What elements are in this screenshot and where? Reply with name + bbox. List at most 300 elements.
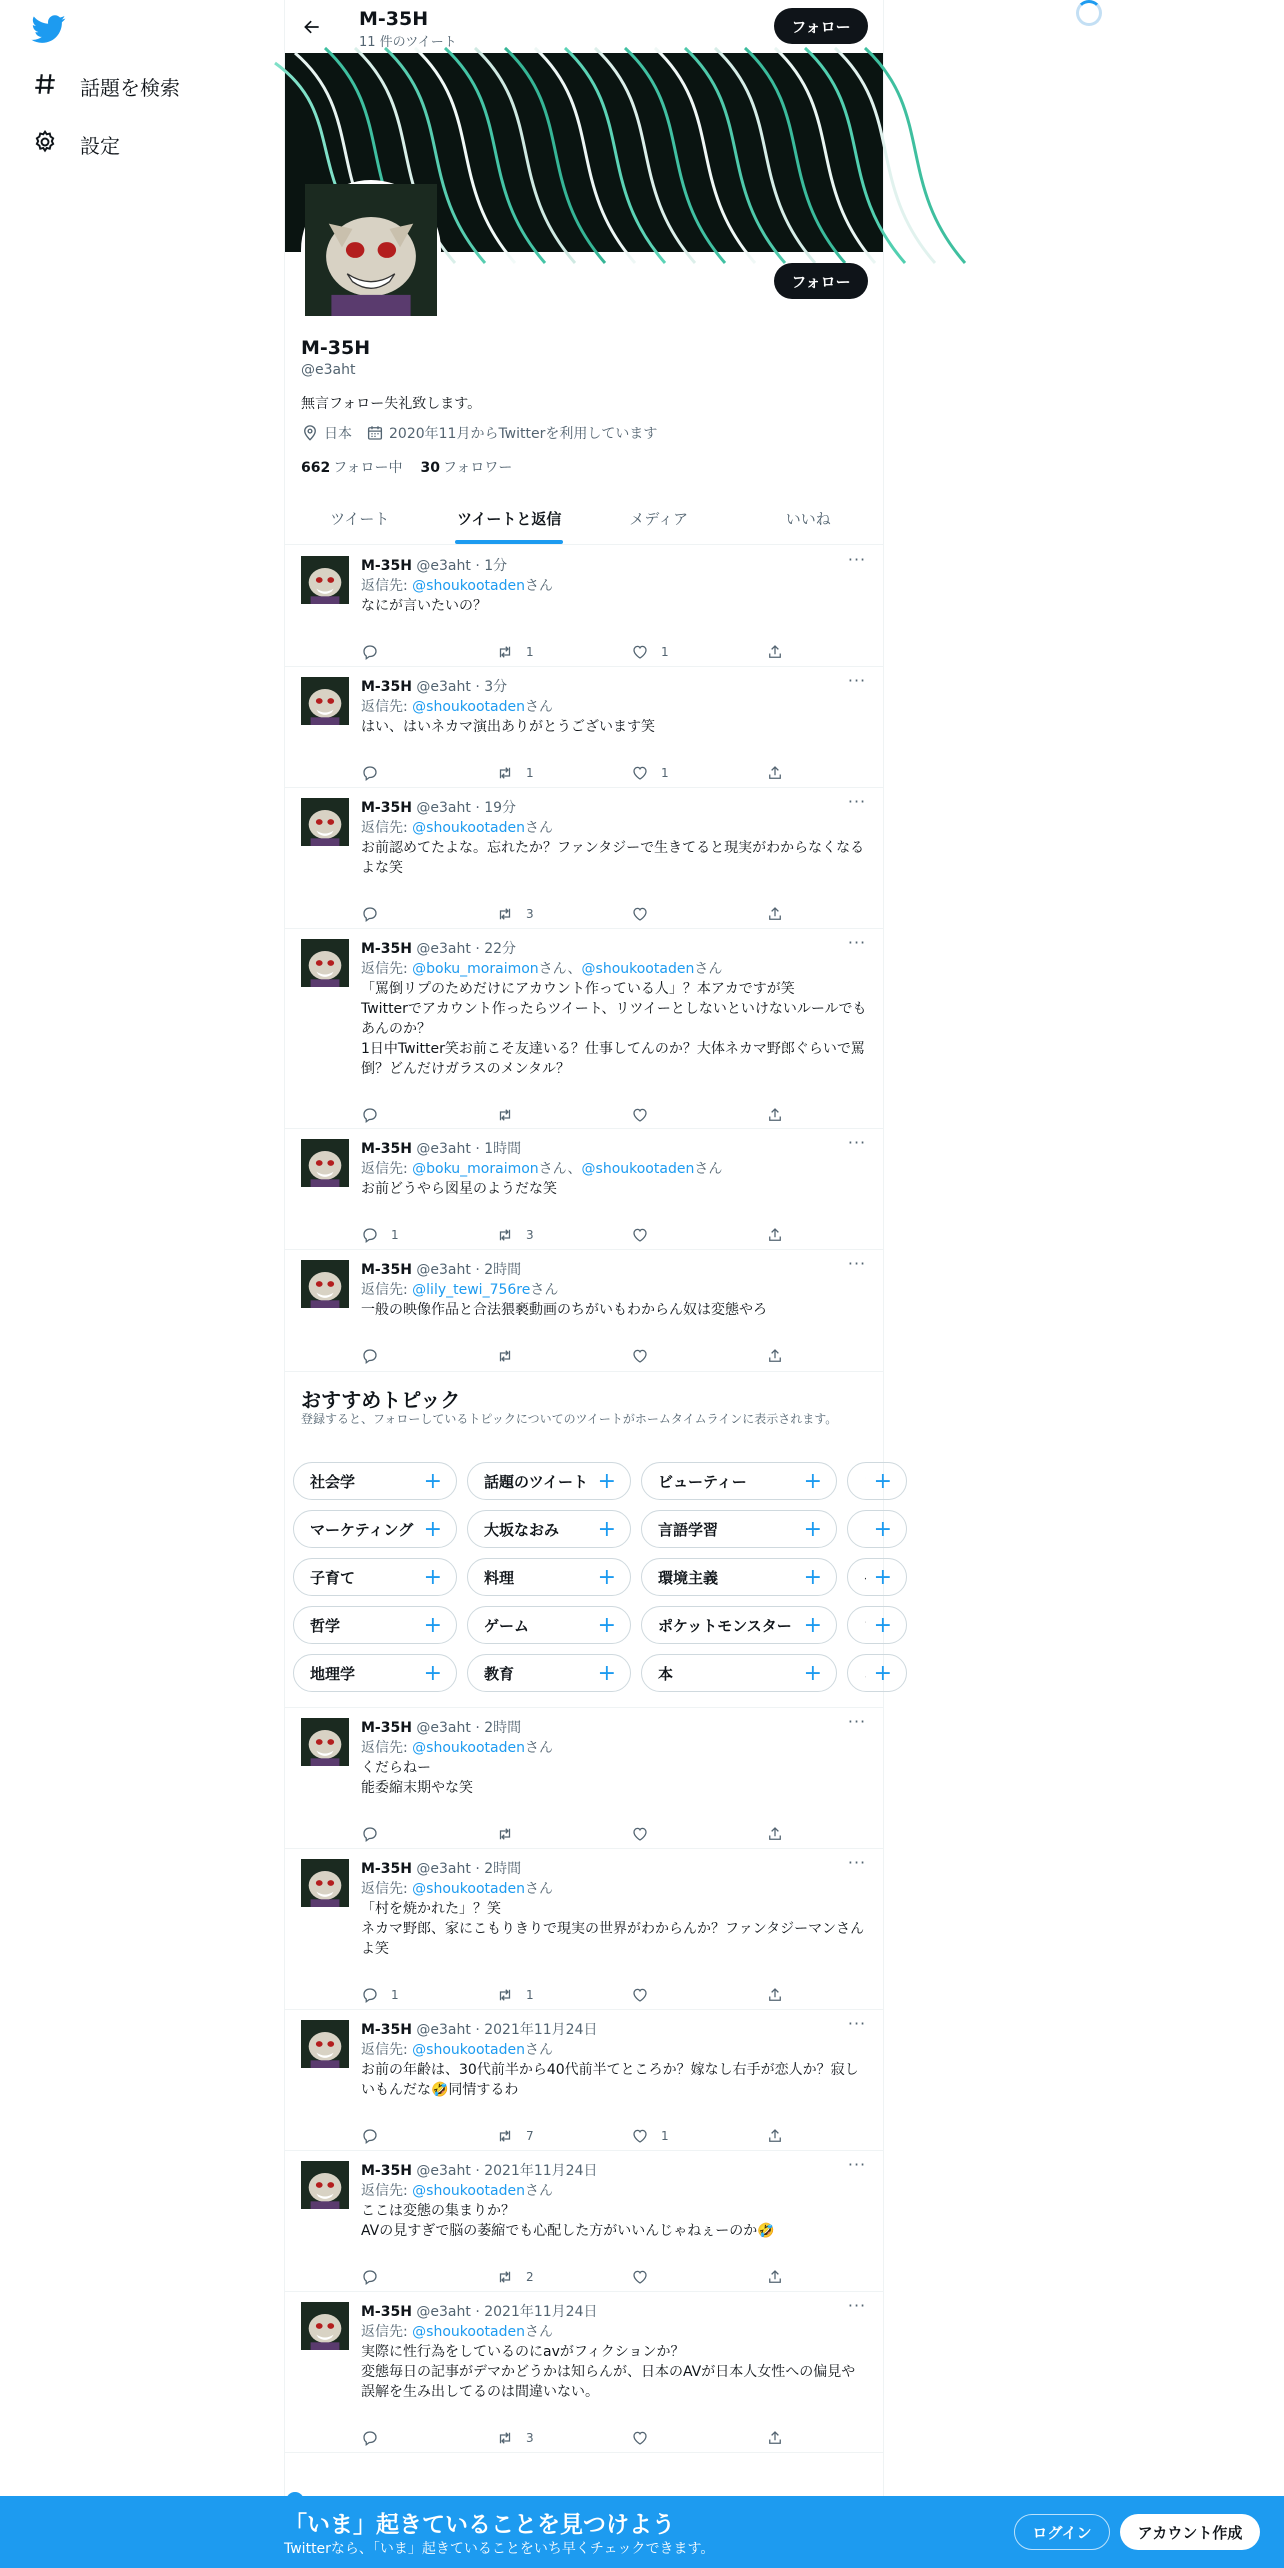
- topic-chip-label: 哲学: [310, 1616, 341, 1635]
- retweet-button[interactable]: [496, 1346, 631, 1366]
- tweet[interactable]: [285, 546, 883, 667]
- topic-chip[interactable]: [467, 1654, 631, 1692]
- more-options-icon[interactable]: ···: [847, 1254, 867, 1273]
- retweet-icon: [496, 2429, 514, 2447]
- reply-suffix: さん: [524, 2324, 553, 2340]
- tweet-author-name[interactable]: M-35H: [361, 1262, 412, 1278]
- tweet-text: ここは変態の集まりか？ AVの見すぎで脳の萎縮でも心配した方がいいんじゃねぇーのか🤣: [361, 2203, 775, 2239]
- topic-chip[interactable]: [847, 1558, 907, 1596]
- retweet-count: 1: [526, 766, 534, 780]
- tweet[interactable]: [285, 1708, 883, 1849]
- more-options-icon[interactable]: ···: [847, 2014, 867, 2033]
- reply-suffix: さん: [530, 1282, 559, 1298]
- reply-prefix: 返信先:: [361, 2183, 413, 2199]
- share-button[interactable]: [766, 1824, 791, 1844]
- plus-icon: +: [597, 1660, 616, 1686]
- tweet[interactable]: [285, 929, 883, 1129]
- profile-avatar[interactable]: [301, 180, 441, 320]
- tweet-header: [361, 933, 867, 959]
- reply-button[interactable]: [361, 1225, 496, 1245]
- topic-chip-label: マーケティング: [310, 1520, 414, 1539]
- reply-context: [361, 1280, 867, 1300]
- login-button[interactable]: ログイン: [1014, 2514, 1110, 2550]
- reply-suffix: さん: [694, 1161, 723, 1177]
- like-button[interactable]: [631, 1824, 766, 1844]
- mention-link[interactable]: @lily_tewi_756re: [412, 1282, 531, 1298]
- more-options-icon[interactable]: ···: [847, 671, 867, 690]
- profile-joined-text: 2020年11月からTwitterを利用しています: [389, 426, 658, 442]
- tweet-header: [361, 1853, 867, 1879]
- mention-link[interactable]: @boku_moraimon: [412, 961, 539, 977]
- share-icon: [766, 2429, 784, 2447]
- signup-bottom-bar: [0, 2496, 1284, 2568]
- tweet-header: [361, 550, 867, 576]
- reply-prefix: 返信先:: [361, 2324, 413, 2340]
- reply-context: [361, 2181, 867, 2201]
- followers-link[interactable]: 30 フォロワー: [420, 460, 513, 476]
- tweet-meta: @e3aht · 2021年11月24日: [416, 2022, 598, 2038]
- tweet-actions: [361, 2267, 791, 2287]
- tweet-meta: @e3aht · 1時間: [416, 1141, 522, 1157]
- reply-count: 1: [391, 1228, 399, 1242]
- tweet-avatar[interactable]: [301, 556, 349, 604]
- mention-link[interactable]: @shoukootaden: [412, 578, 525, 594]
- mention-link[interactable]: @shoukootaden: [412, 1881, 525, 1897]
- tweet-author-name[interactable]: M-35H: [361, 800, 412, 816]
- topic-chip[interactable]: [847, 1654, 907, 1692]
- mention-link[interactable]: @shoukootaden: [412, 2324, 525, 2340]
- like-button[interactable]: [631, 1346, 766, 1366]
- retweet-button[interactable]: [496, 763, 631, 783]
- like-button[interactable]: [631, 763, 766, 783]
- tweet-author-name[interactable]: M-35H: [361, 2304, 412, 2320]
- reply-button[interactable]: [361, 1824, 496, 1844]
- plus-icon: +: [597, 1612, 616, 1638]
- reply-icon: [361, 1986, 379, 2004]
- reply-icon: [361, 1347, 379, 1365]
- heart-icon: [631, 1106, 649, 1124]
- tweet-author-name[interactable]: M-35H: [361, 2022, 412, 2038]
- reply-icon: [361, 764, 379, 782]
- topic-chip-label: [864, 1567, 866, 1588]
- share-icon: [766, 764, 784, 782]
- like-button[interactable]: [631, 1225, 766, 1245]
- retweet-button[interactable]: [496, 642, 631, 662]
- like-count: 1: [661, 645, 669, 659]
- tweet-body: [361, 1853, 867, 1959]
- like-button[interactable]: [631, 642, 766, 662]
- tweet-avatar[interactable]: [301, 1260, 349, 1308]
- calendar-icon: [366, 424, 384, 442]
- topic-chip-label: 教育: [484, 1664, 515, 1683]
- tweet-text: 実際に性行為をしているのにavがフィクションか？ 変態毎日の記事がデマかどうかは知らんが、日本のAVが日本人女性への偏見や誤解を生み出してるのは間違いない。: [361, 2344, 856, 2400]
- tweet-body: [361, 2014, 867, 2100]
- share-button[interactable]: [766, 2428, 791, 2448]
- retweet-button[interactable]: [496, 1225, 631, 1245]
- share-button[interactable]: [766, 1105, 791, 1125]
- reply-count: 1: [391, 1988, 399, 2002]
- tweet-header: [361, 792, 867, 818]
- mention-link[interactable]: @shoukootaden: [581, 961, 695, 977]
- reply-context: [361, 1738, 867, 1758]
- tweet-actions: [361, 1824, 791, 1844]
- heart-icon: [631, 1226, 649, 1244]
- mention-link[interactable]: @shoukootaden: [412, 2042, 525, 2058]
- retweet-button[interactable]: [496, 2267, 631, 2287]
- heart-icon: [631, 1825, 649, 1843]
- retweet-count: 1: [526, 1988, 534, 2002]
- loading-spinner: [1076, 0, 1102, 26]
- reply-suffix: さん: [524, 1740, 553, 1756]
- tab-tweets[interactable]: ツイート: [330, 509, 390, 528]
- plus-icon: +: [873, 1564, 892, 1590]
- topic-chip-label: [864, 1615, 866, 1636]
- tweet-meta: @e3aht · 2時間: [416, 1861, 522, 1877]
- tweet-header: [361, 671, 867, 697]
- retweet-count: 3: [526, 907, 534, 921]
- reply-icon: [361, 2268, 379, 2286]
- tweet-author-name[interactable]: M-35H: [361, 1720, 412, 1736]
- topic-chip[interactable]: [293, 1462, 457, 1500]
- topic-chip[interactable]: [641, 1654, 837, 1692]
- topic-chip[interactable]: [467, 1606, 631, 1644]
- more-options-icon[interactable]: ···: [847, 1712, 867, 1731]
- retweet-count: 1: [526, 645, 534, 659]
- reply-prefix: 返信先:: [361, 961, 413, 977]
- retweet-icon: [496, 2268, 514, 2286]
- tweet-avatar[interactable]: [301, 1139, 349, 1187]
- header-title: M-35H: [359, 8, 429, 30]
- following-link[interactable]: 662 フォロー中: [301, 460, 403, 476]
- like-button[interactable]: [631, 1985, 766, 2005]
- hashtag-icon: [32, 71, 58, 102]
- profile-stats: [301, 457, 512, 477]
- plus-icon: +: [873, 1660, 892, 1686]
- reply-icon: [361, 2429, 379, 2447]
- reply-button[interactable]: [361, 763, 496, 783]
- topic-chip[interactable]: [293, 1510, 457, 1548]
- profile-location-text: 日本: [324, 426, 352, 442]
- reply-button[interactable]: [361, 2267, 496, 2287]
- profile-follow-button[interactable]: フォロー: [774, 263, 868, 299]
- nav-item-settings[interactable]: [32, 120, 120, 168]
- topic-chip-label: [864, 1519, 866, 1540]
- tweet-author-name[interactable]: M-35H: [361, 1861, 412, 1877]
- tweet[interactable]: [285, 1129, 883, 1250]
- twitter-bird-icon[interactable]: [32, 12, 66, 46]
- topic-chip[interactable]: [847, 1510, 907, 1548]
- profile-bio: 無言フォロー失礼致します。: [301, 396, 482, 412]
- heart-icon: [631, 1986, 649, 2004]
- reply-suffix: さん: [524, 699, 553, 715]
- share-button[interactable]: [766, 642, 791, 662]
- reply-context: [361, 1879, 867, 1899]
- heart-icon: [631, 2429, 649, 2447]
- tweet-body: [361, 933, 867, 1079]
- nav-item-explore[interactable]: [32, 62, 180, 110]
- suggested-topics: [285, 1372, 892, 1708]
- bottom-bar-subtitle: Twitterなら、「いま」起きていることをいち早くチェックできます。: [284, 2541, 715, 2557]
- retweet-count: 3: [526, 1228, 534, 1242]
- tweet-actions: [361, 763, 791, 783]
- tweet-avatar[interactable]: [301, 1859, 349, 1907]
- mention-link[interactable]: @shoukootaden: [412, 820, 525, 836]
- reply-context: [361, 818, 867, 838]
- topic-chip-label: 言語学習: [658, 1520, 719, 1539]
- reply-context: 返信先: @boku_moraimonさん、@shoukootadenさん: [361, 1161, 723, 1177]
- tweet-actions: [361, 904, 791, 924]
- tweet-meta: @e3aht · 2021年11月24日: [416, 2304, 598, 2320]
- tweet-actions: [361, 1346, 791, 1366]
- reply-icon: [361, 1226, 379, 1244]
- share-icon: [766, 1347, 784, 1365]
- share-button[interactable]: [766, 904, 791, 924]
- reply-context: 返信先: @boku_moraimonさん、@shoukootadenさん: [361, 961, 723, 977]
- retweet-button[interactable]: [496, 2428, 631, 2448]
- reply-prefix: 返信先:: [361, 578, 413, 594]
- tweet-header: [361, 2296, 867, 2322]
- tweet-text: くだらねー 能委縮末期やな笑: [361, 1760, 473, 1796]
- topic-chip-label: 本: [658, 1664, 674, 1683]
- tweet-author-name[interactable]: M-35H: [361, 1141, 412, 1157]
- tab-likes[interactable]: いいね: [785, 509, 831, 528]
- mention-link[interactable]: @boku_moraimon: [412, 1161, 539, 1177]
- like-button[interactable]: [631, 2267, 766, 2287]
- retweet-button[interactable]: [496, 1105, 631, 1125]
- plus-icon: +: [597, 1564, 616, 1590]
- tweet-header: [361, 1133, 867, 1159]
- like-button[interactable]: [631, 904, 766, 924]
- tweet-actions: [361, 1985, 791, 2005]
- share-icon: [766, 1825, 784, 1843]
- like-button[interactable]: [631, 1105, 766, 1125]
- profile-joined: [366, 423, 657, 443]
- share-icon: [766, 1226, 784, 1244]
- retweet-icon: [496, 643, 514, 661]
- topic-chip-label: 大坂なおみ: [484, 1520, 560, 1539]
- tweet-body: [361, 1712, 867, 1798]
- plus-icon: +: [597, 1468, 616, 1494]
- tweet-avatar[interactable]: [301, 2161, 349, 2209]
- tweet-body: [361, 1254, 867, 1320]
- topic-chip-label: ゲーム: [484, 1616, 530, 1635]
- reply-prefix: 返信先:: [361, 1881, 413, 1897]
- tweet-body: [361, 550, 867, 616]
- reply-icon: [361, 1825, 379, 1843]
- topic-chip[interactable]: [467, 1510, 631, 1548]
- more-options-icon[interactable]: ···: [847, 1133, 867, 1152]
- back-button[interactable]: [295, 10, 329, 44]
- share-icon: [766, 2127, 784, 2145]
- tweet[interactable]: [285, 1250, 883, 1372]
- tweet-header: [361, 2155, 867, 2181]
- reply-prefix: 返信先:: [361, 2042, 413, 2058]
- tweet-author-name[interactable]: M-35H: [361, 558, 412, 574]
- topic-chip[interactable]: [467, 1462, 631, 1500]
- tweet-author-name[interactable]: M-35H: [361, 941, 412, 957]
- like-button[interactable]: [631, 2428, 766, 2448]
- tweet[interactable]: [285, 2010, 883, 2151]
- mention-link[interactable]: @shoukootaden: [581, 1161, 695, 1177]
- tweet-avatar[interactable]: [301, 1718, 349, 1766]
- tweet-actions: [361, 1225, 791, 1245]
- like-button[interactable]: [631, 2126, 766, 2146]
- retweet-button[interactable]: [496, 2126, 631, 2146]
- tab-tweets-and-replies[interactable]: ツイートと返信: [435, 492, 585, 544]
- more-options-icon[interactable]: ···: [847, 1853, 867, 1872]
- tweet[interactable]: [285, 667, 883, 788]
- topics-subtitle: 登録すると、フォローしているトピックについてのツイートがホームタイムラインに表示されます。: [301, 1412, 838, 1426]
- retweet-button[interactable]: [496, 1985, 631, 2005]
- topic-chip[interactable]: [641, 1606, 837, 1644]
- topic-chip[interactable]: [293, 1558, 457, 1596]
- tweet-meta: @e3aht · 2021年11月24日: [416, 2163, 598, 2179]
- retweet-icon: [496, 2127, 514, 2145]
- heart-icon: [631, 643, 649, 661]
- share-button[interactable]: [766, 1225, 791, 1245]
- tweet-meta: @e3aht · 22分: [416, 941, 517, 957]
- topic-chip[interactable]: [641, 1510, 837, 1548]
- tweet-meta: @e3aht · 3分: [416, 679, 508, 695]
- share-button[interactable]: [766, 2267, 791, 2287]
- retweet-button[interactable]: [496, 904, 631, 924]
- tweet-meta: @e3aht · 2時間: [416, 1262, 522, 1278]
- tweet-text: なにが言いたいの？: [361, 598, 487, 614]
- more-options-icon[interactable]: ···: [847, 2296, 867, 2315]
- reply-context: [361, 697, 867, 717]
- header-follow-button[interactable]: フォロー: [774, 8, 868, 44]
- header-tweet-count: 11 件のツイート: [359, 35, 457, 50]
- reply-button[interactable]: [361, 1105, 496, 1125]
- tweet-text: お前認めてたよな。忘れたか？ファンタジーで生きてると現実がわからなくなるよな笑: [361, 840, 865, 876]
- tweet-author-name[interactable]: M-35H: [361, 2163, 412, 2179]
- share-icon: [766, 1106, 784, 1124]
- reply-icon: [361, 1106, 379, 1124]
- reply-suffix: さん: [524, 2042, 553, 2058]
- reply-suffix: さん: [524, 2183, 553, 2199]
- reply-button[interactable]: [361, 1346, 496, 1366]
- tweet-avatar[interactable]: [301, 677, 349, 725]
- topic-chip[interactable]: [847, 1462, 907, 1500]
- share-button[interactable]: [766, 763, 791, 783]
- retweet-icon: [496, 1106, 514, 1124]
- retweet-count: 2: [526, 2270, 534, 2284]
- tweet-actions: [361, 1105, 791, 1125]
- tweet-body: [361, 1133, 867, 1199]
- left-navigation: [0, 0, 284, 2568]
- arrow-left-icon: [302, 17, 322, 37]
- tweet-meta: @e3aht · 2時間: [416, 1720, 522, 1736]
- topic-chip-label: 話題のツイート: [484, 1472, 588, 1491]
- gear-icon: [32, 129, 58, 160]
- topic-chip[interactable]: [293, 1654, 457, 1692]
- tweet-meta: @e3aht · 1分: [416, 558, 508, 574]
- more-options-icon[interactable]: ···: [847, 2155, 867, 2174]
- heart-icon: [631, 764, 649, 782]
- signup-button[interactable]: アカウント作成: [1120, 2514, 1260, 2550]
- reply-suffix: さん: [694, 961, 723, 977]
- retweet-icon: [496, 1825, 514, 1843]
- tweet-meta: @e3aht · 19分: [416, 800, 517, 816]
- profile-tabs: [285, 492, 883, 545]
- heart-icon: [631, 2268, 649, 2286]
- tweet-author-name[interactable]: M-35H: [361, 679, 412, 695]
- profile-header-bar: [285, 0, 883, 53]
- reply-button[interactable]: [361, 642, 496, 662]
- heart-icon: [631, 2127, 649, 2145]
- mention-link[interactable]: @shoukootaden: [412, 699, 525, 715]
- share-button[interactable]: [766, 1346, 791, 1366]
- retweet-count: 3: [526, 2431, 534, 2445]
- retweet-icon: [496, 905, 514, 923]
- topic-chip-label: 地理学: [310, 1664, 356, 1683]
- profile-name: M-35H: [301, 337, 371, 359]
- topic-chip-label: ビューティー: [658, 1472, 747, 1491]
- more-options-icon[interactable]: ···: [847, 933, 867, 952]
- reply-icon: [361, 905, 379, 923]
- reply-context: [361, 2322, 867, 2342]
- topics-title: おすすめトピック: [301, 1388, 461, 1412]
- retweet-button[interactable]: [496, 1824, 631, 1844]
- tweet-avatar[interactable]: [301, 798, 349, 846]
- like-count: 1: [661, 2129, 669, 2143]
- tweet[interactable]: [285, 2292, 883, 2453]
- reply-prefix: 返信先:: [361, 1161, 413, 1177]
- more-options-icon[interactable]: ···: [847, 550, 867, 569]
- share-icon: [766, 905, 784, 923]
- share-icon: [766, 2268, 784, 2286]
- tweet-body: [361, 792, 867, 878]
- retweet-icon: [496, 1226, 514, 1244]
- reply-prefix: 返信先:: [361, 1740, 413, 1756]
- topic-chip[interactable]: [847, 1606, 907, 1644]
- topic-chip[interactable]: [467, 1558, 631, 1596]
- tweet-avatar[interactable]: [301, 2302, 349, 2350]
- share-button[interactable]: [766, 1985, 791, 2005]
- tweet-avatar[interactable]: [301, 939, 349, 987]
- plus-icon: +: [423, 1660, 442, 1686]
- mention-link[interactable]: @shoukootaden: [412, 1740, 525, 1756]
- plus-icon: +: [803, 1660, 822, 1686]
- tab-media[interactable]: メディア: [629, 509, 689, 528]
- reply-button[interactable]: [361, 1985, 496, 2005]
- tweet-text: 「罵倒リプのためだけにアカウント作っている人」？本アカですが笑 Twitterでアカウント作ったらツイート、リツイーとしないといけないルールでもあんのか？ 1日中Twitter笑お前こそ友達いる？仕事してんのか？大体ネカマ野郎ぐらいで罵倒？どんだけガラスのメンタル？: [361, 981, 867, 1077]
- tweet-text: お前どうやら図星のようだな笑: [361, 1181, 557, 1197]
- reply-button[interactable]: [361, 904, 496, 924]
- bottom-bar-title: 「いま」起きていることを見つけよう: [284, 2512, 675, 2538]
- tweet[interactable]: [285, 2151, 883, 2292]
- tweet[interactable]: [285, 1849, 883, 2010]
- reply-prefix: 返信先:: [361, 699, 413, 715]
- tweet[interactable]: [285, 788, 883, 929]
- share-button[interactable]: [766, 2126, 791, 2146]
- like-count: 1: [661, 766, 669, 780]
- main-column: [284, 0, 892, 2568]
- mention-link[interactable]: @shoukootaden: [412, 2183, 525, 2199]
- more-options-icon[interactable]: ···: [847, 792, 867, 811]
- plus-icon: +: [873, 1516, 892, 1542]
- tweet-avatar[interactable]: [301, 2020, 349, 2068]
- retweet-count: 7: [526, 2129, 534, 2143]
- reply-button[interactable]: [361, 2126, 496, 2146]
- topic-chip[interactable]: [641, 1558, 837, 1596]
- topic-chip-label: 料理: [484, 1568, 515, 1587]
- reply-button[interactable]: [361, 2428, 496, 2448]
- topic-chip[interactable]: [641, 1462, 837, 1500]
- share-icon: [766, 643, 784, 661]
- topic-chip[interactable]: [293, 1606, 457, 1644]
- tweet-header: [361, 1254, 867, 1280]
